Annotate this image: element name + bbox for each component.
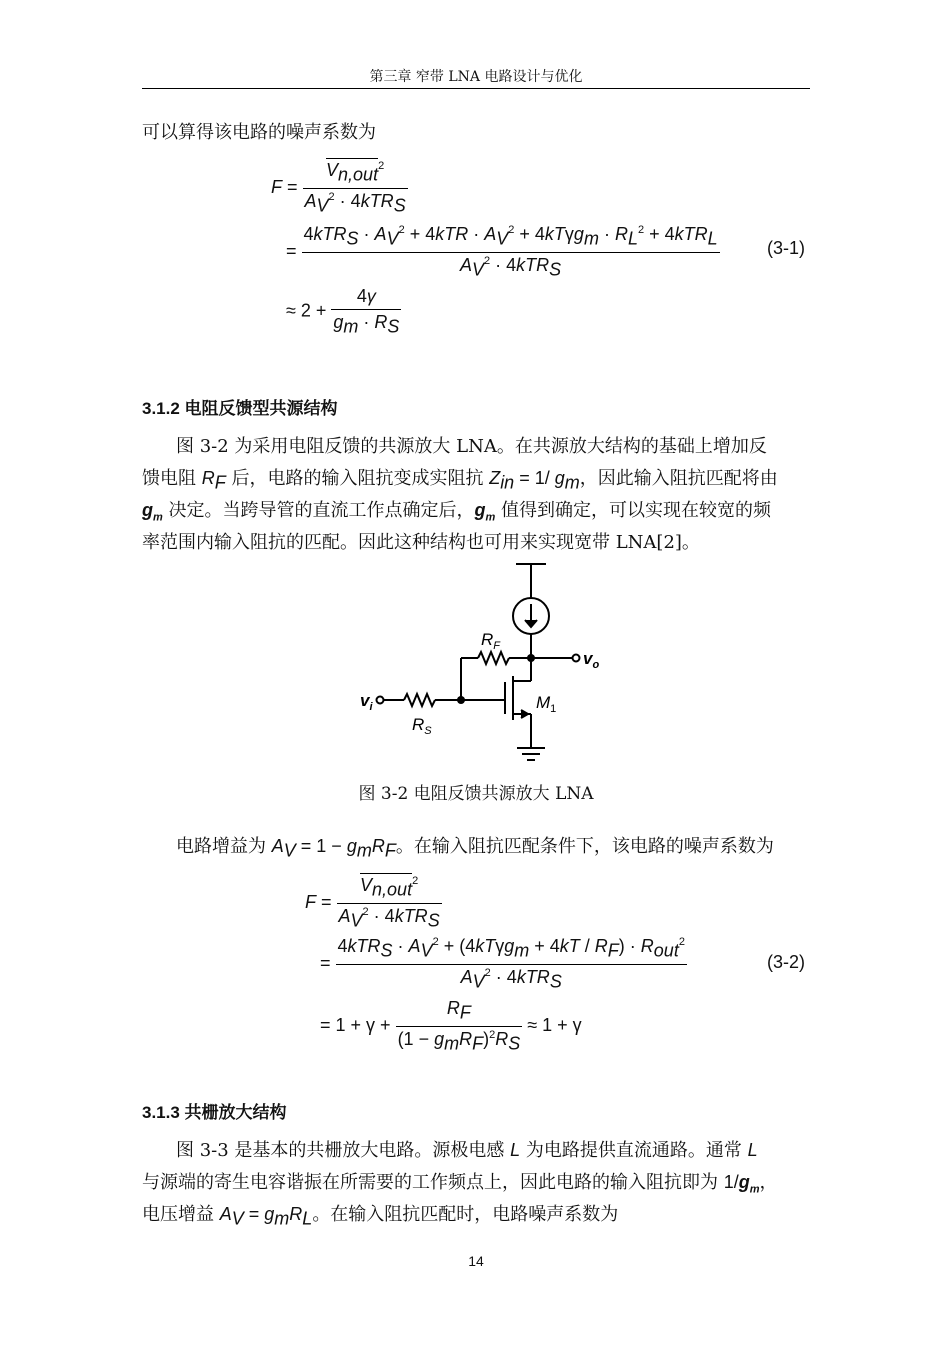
eq32-line3: = 1 + γ + $\frac{R_F}{(1 - g_mR_F)^2R_S}$ ≈ 1 + γ [320, 998, 582, 1054]
eq31-line2: = $\frac{4kTR_S \cdot A_V^2 + 4kTR \cdot A_V^2 + 4kT\gamma g_m \cdot R_L^2 + 4kTR_L}{A_V^2 \cdot 4kTR_S}$ [286, 224, 718, 280]
p4-text: 。在输入阻抗匹配时，电路噪声系数为 [312, 1204, 619, 1225]
label-rf: $R_F$ [481, 630, 501, 652]
eq32-line2: = $\frac{4kTR_S \cdot A_V^2 + (4kT\gamma g_m + 4kT / R_F) \cdot R_{out}^2}{A_V^2 \cdot 4kTR_S}$ [320, 936, 685, 992]
equation-number-3-2: (3-2) [767, 952, 806, 972]
paragraph-2-line-1: 图 3-2 为采用电阻反馈的共源放大 LNA。在共源放大结构的基础上增加反 [176, 436, 767, 457]
node-dot [457, 696, 465, 704]
label-m1: $M_1$ [536, 693, 557, 715]
eq32-line1: F = $\frac{V_{n,out}^2}{A_V^2 \cdot 4kTR_S}$ [305, 875, 440, 931]
node-dot [527, 654, 535, 662]
p4-text: ， [759, 1172, 778, 1193]
paragraph-2-line-2: 馈电阻 $R_F$ 后，电路的输入阻抗变成实阻抗 $Z_{in} = 1/$ $g_m$，因此输入阻抗匹配将由 [142, 468, 778, 493]
running-header: 第三章 窄带 LNA 电路设计与优化 [369, 69, 583, 85]
section-heading-3-1-3: 3.1.3 共栅放大结构 [142, 1103, 287, 1122]
page-number: 14 [468, 1253, 484, 1269]
p3-text: 。在输入阻抗匹配条件下，该电路的噪声系数为 [395, 836, 774, 857]
header-rule [142, 88, 810, 89]
p2-text: 值得到确定，可以实现在较宽的频 [495, 500, 772, 521]
paragraph-intro: 可以算得该电路的噪声系数为 [142, 122, 376, 143]
eq31-line1: F = $\frac{V_{n,out}^2}{A_V^2 \cdot 4kTR_S}$ [271, 160, 406, 216]
rs-resistor [404, 694, 435, 706]
equation-number-3-1: (3-1) [767, 238, 806, 258]
p4-text: 电压增益 [142, 1204, 220, 1225]
p2-text: 后，电路的输入阻抗变成实阻抗 [225, 468, 490, 489]
label-rs: $R_S$ [412, 715, 432, 737]
output-terminal [573, 655, 580, 662]
p2-text: 馈电阻 [142, 468, 202, 489]
input-terminal [377, 697, 384, 704]
p2-text: ，因此输入阻抗匹配将由 [579, 468, 778, 489]
label-vo: $v_o$ [583, 649, 600, 671]
paragraph-3: 电路增益为 $A_V = 1 - g_mR_F$。在输入阻抗匹配条件下，该电路的噪声系数为 [176, 836, 774, 861]
p4-text: 图 3-3 是基本的共栅放大电路。源极电感 [176, 1140, 511, 1161]
p2-text: 决定。当跨导管的直流工作点确定后， [162, 500, 475, 521]
p4-text: 为电路提供直流通路。通常 [520, 1140, 748, 1161]
eq31-line3: ≈ 2 + $\frac{4\gamma}{g_m \cdot R_S}$ [286, 286, 400, 337]
section-heading-3-1-2: 3.1.2 电阻反馈型共源结构 [142, 399, 338, 418]
p3-text: 电路增益为 [176, 836, 272, 857]
paragraph-4-line-2: 与源端的寄生电容谐振在所需要的工作频点上，因此电路的输入阻抗即为 $1/g_m$， [142, 1172, 778, 1196]
rf-resistor [478, 652, 509, 664]
figure-3-2-caption: 图 3-2 电阻反馈共源放大 LNA [358, 784, 594, 804]
label-vi: $v_i$ [360, 691, 373, 713]
paragraph-4-line-3: 电压增益 $A_V = g_mR_L$。在输入阻抗匹配时，电路噪声系数为 [142, 1204, 619, 1229]
paragraph-2-line-4: 率范围内输入阻抗的匹配。因此这种结构也可用来实现宽带 LNA[2]。 [142, 532, 700, 553]
figure-3-2-circuit [340, 560, 620, 770]
p4-text: 与源端的寄生电容谐振在所需要的工作频点上，因此电路的输入阻抗即为 [142, 1172, 724, 1193]
paragraph-4-line-1: 图 3-3 是基本的共栅放大电路。源极电感 L 为电路提供直流通路。通常 L [176, 1140, 758, 1161]
paragraph-2-line-3: $g_m$ 决定。当跨导管的直流工作点确定后，$g_m$ 值得到确定，可以实现在较宽的频 [142, 500, 772, 524]
